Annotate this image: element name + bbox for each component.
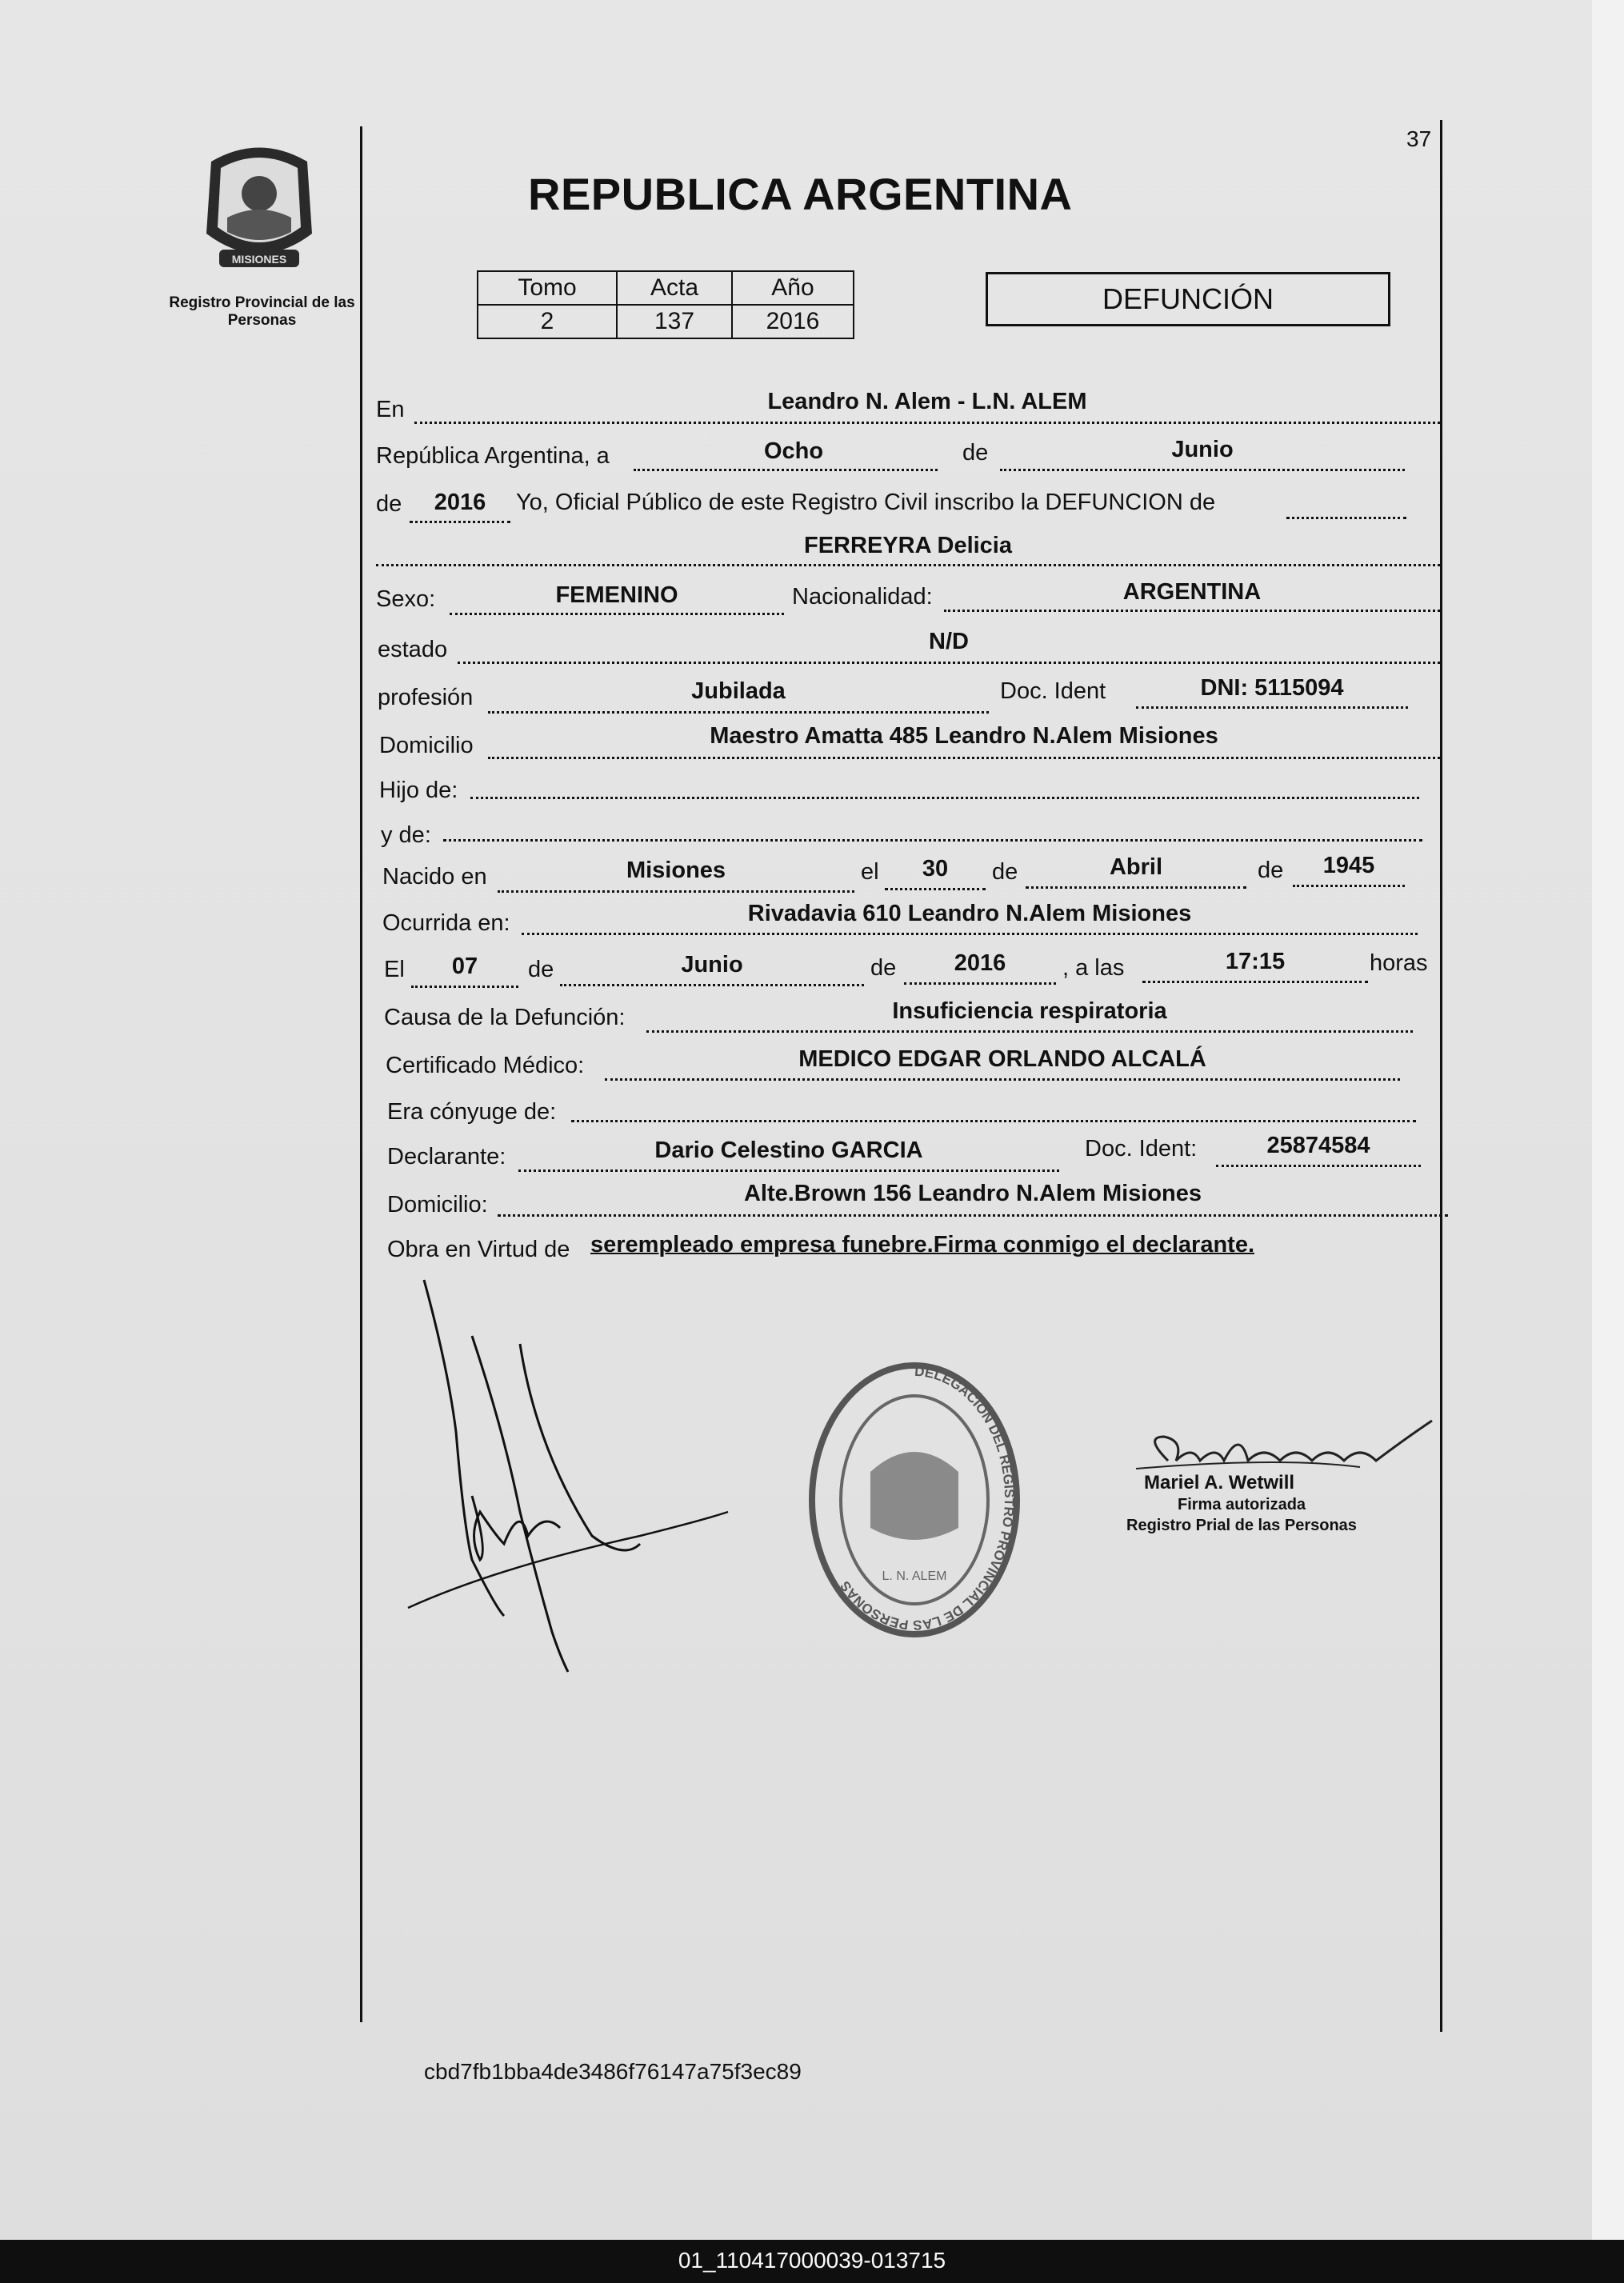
sexo-value: FEMENINO (555, 582, 678, 608)
header-anio: Año (732, 271, 854, 305)
doc-ident-label: Doc. Ident (1000, 678, 1106, 704)
sexo-line (450, 613, 784, 615)
doc-ident-line-2 (1216, 1165, 1421, 1167)
domicilio-value-2: Alte.Brown 156 Leandro N.Alem Misiones (743, 1181, 1202, 1206)
hijo-line (470, 797, 1419, 799)
death-day-line (411, 986, 518, 988)
name-line (376, 564, 1440, 566)
authority-name: Mariel A. Wetwill (1144, 1472, 1295, 1493)
doc-ident-value: DNI: 5115094 (1200, 675, 1344, 701)
el-label: el (861, 859, 879, 885)
reference-table (477, 270, 854, 339)
horas-label: horas (1370, 950, 1428, 976)
conyuge-label: Era cónyuge de: (387, 1099, 557, 1125)
death-day-value: 07 (451, 954, 478, 979)
header-tomo: Tomo (478, 271, 617, 305)
de-label-6: de (870, 955, 897, 981)
republica-label: República Argentina, a (376, 443, 610, 469)
birth-day-line (885, 888, 986, 890)
right-margin-line (1440, 120, 1442, 2032)
death-year-value: 2016 (954, 950, 1006, 976)
en-line (414, 422, 1440, 424)
death-time-value: 17:15 (1225, 949, 1286, 974)
y-de-line (443, 839, 1422, 842)
domicilio-line-2 (498, 1214, 1448, 1217)
obra-value: serempleado empresa funebre.Firma conmigo el declarante. (590, 1232, 1255, 1257)
el-label-2: El (384, 957, 405, 982)
profesion-line (488, 711, 989, 714)
svg-text:MISIONES: MISIONES (231, 253, 287, 266)
declarante-line (518, 1169, 1059, 1172)
causa-line (646, 1030, 1413, 1033)
domicilio-label-2: Domicilio: (387, 1192, 488, 1217)
profesion-label: profesión (378, 685, 474, 710)
left-margin-line (360, 126, 362, 2022)
provincial-seal (195, 138, 323, 278)
estado-label: estado (378, 637, 448, 662)
day-line (634, 469, 938, 471)
paper-edge (1592, 0, 1624, 2240)
registry-label: Registro Provincial de las Personas (169, 294, 355, 329)
birth-month-value: Abril (1109, 854, 1163, 880)
doc-ident-line (1136, 706, 1408, 709)
official-stamp (798, 1352, 1030, 1648)
doc-ident-label-2: Doc. Ident: (1085, 1136, 1198, 1161)
domicilio-value: Maestro Amatta 485 Leandro N.Alem Misiones (710, 723, 1218, 749)
obra-label: Obra en Virtud de (387, 1237, 570, 1262)
declarante-value: Dario Celestino GARCIA (654, 1138, 923, 1163)
reference-header-row (478, 271, 854, 305)
birth-month-line (1026, 886, 1246, 889)
ocurrida-value: Rivadavia 610 Leandro N.Alem Misiones (747, 901, 1192, 926)
estado-line (458, 662, 1440, 664)
nacionalidad-line (944, 610, 1440, 612)
conyuge-line (571, 1120, 1416, 1122)
reference-value-row (478, 305, 854, 338)
birth-day-value: 30 (922, 856, 949, 882)
page-number: 37 (1406, 126, 1432, 151)
statement-line (1286, 517, 1406, 519)
declarante-label: Declarante: (387, 1144, 506, 1169)
place-value: Leandro N. Alem - L.N. ALEM (767, 389, 1087, 414)
nacido-line (498, 890, 854, 893)
authority-signature-block (1120, 1413, 1456, 1565)
month-value: Junio (1171, 437, 1234, 462)
a-las-label: , a las (1062, 955, 1125, 981)
value-anio: 2016 (732, 305, 854, 338)
value-tomo: 2 (478, 305, 617, 338)
death-month-line (560, 984, 864, 986)
nacido-value: Misiones (626, 858, 726, 883)
year-line (410, 521, 510, 523)
certificado-value: MEDICO EDGAR ORLANDO ALCALÁ (798, 1046, 1206, 1072)
doc-ident-value-2: 25874584 (1266, 1133, 1370, 1158)
month-line (1000, 469, 1405, 471)
estado-value: N/D (929, 629, 969, 654)
death-time-line (1142, 981, 1368, 983)
domicilio-line (488, 757, 1440, 759)
domicilio-label: Domicilio (379, 733, 474, 758)
de-label-2: de (376, 491, 402, 517)
birth-year-value: 1945 (1322, 853, 1375, 878)
year-value: 2016 (434, 490, 486, 515)
profesion-value: Jubilada (691, 678, 786, 704)
header-acta: Acta (617, 271, 732, 305)
deceased-name: FERREYRA Delicia (804, 533, 1012, 558)
authority-office: Registro Prial de las Personas (1126, 1517, 1357, 1534)
y-de-label: y de: (381, 822, 431, 848)
nacido-label: Nacido en (382, 864, 487, 890)
stamp-ring-text: DELEGACION DEL REGISTRO PROVINCIAL DE LAS PERSONAS (837, 1363, 1018, 1633)
declarant-signature (400, 1272, 736, 1704)
stamp-inner-text: L. N. ALEM (882, 1569, 947, 1583)
day-value: Ocho (763, 438, 824, 464)
hijo-label: Hijo de: (379, 778, 458, 803)
scan-footer (0, 2240, 1624, 2283)
birth-year-line (1293, 885, 1405, 887)
certificado-label: Certificado Médico: (386, 1053, 585, 1078)
death-month-value: Junio (681, 952, 743, 978)
ocurrida-line (522, 933, 1418, 935)
statement-text: Yo, Oficial Público de este Registro Civil inscribo la DEFUNCION de (516, 490, 1216, 515)
record-type-box: DEFUNCIÓN (986, 272, 1390, 326)
sexo-label: Sexo: (376, 586, 436, 612)
de-label-5: de (528, 957, 554, 982)
value-acta: 137 (617, 305, 732, 338)
nacionalidad-value: ARGENTINA (1122, 579, 1262, 605)
nacionalidad-label: Nacionalidad: (792, 584, 933, 610)
de-label-3: de (992, 859, 1018, 885)
de-label-1: de (962, 440, 989, 466)
causa-value: Insuficiencia respiratoria (892, 998, 1167, 1024)
document-title: REPUBLICA ARGENTINA (528, 169, 1073, 219)
authority-role: Firma autorizada (1178, 1496, 1306, 1513)
ocurrida-label: Ocurrida en: (382, 910, 510, 936)
de-label-4: de (1258, 858, 1284, 883)
death-year-line (904, 982, 1056, 985)
causa-label: Causa de la Defunción: (384, 1005, 626, 1030)
certificado-line (605, 1078, 1400, 1081)
scan-id: 01_110417000039-013715 (678, 2248, 946, 2273)
en-label: En (376, 397, 405, 422)
document-hash: cbd7fb1bba4de3486f76147a75f3ec89 (424, 2059, 802, 2084)
